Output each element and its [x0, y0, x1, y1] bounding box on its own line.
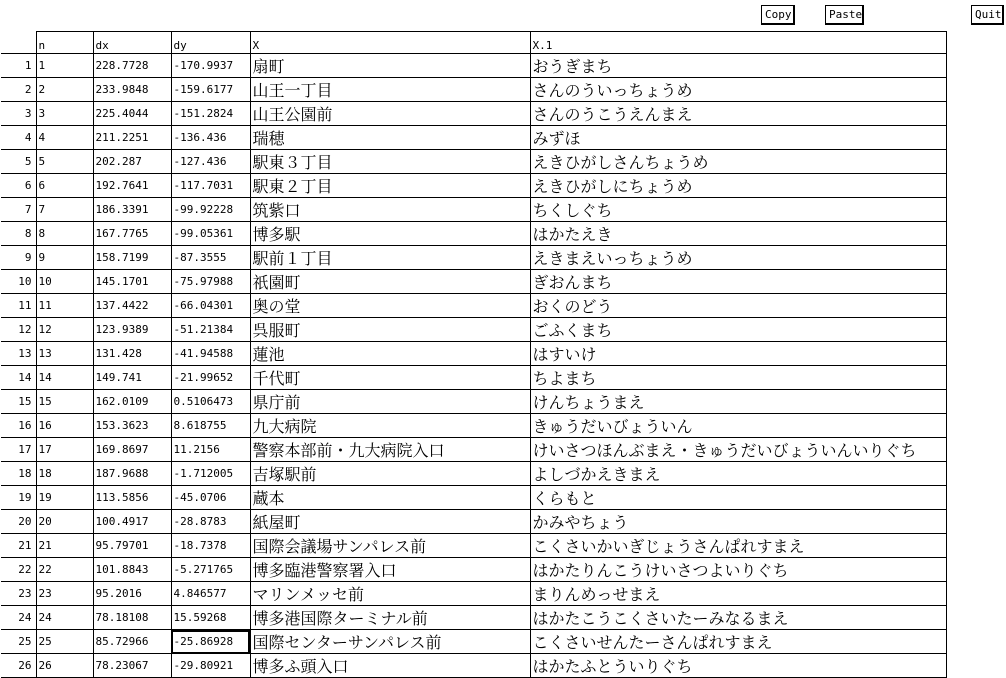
- cell-n[interactable]: 21: [36, 534, 93, 558]
- cell-x1[interactable]: はかたふとういりぐち: [530, 654, 946, 678]
- cell-x[interactable]: 国際センターサンパレス前: [250, 630, 530, 654]
- cell-dy[interactable]: -159.6177: [171, 78, 250, 102]
- cell-dx[interactable]: 233.9848: [93, 78, 171, 102]
- cell-x[interactable]: マリンメッセ前: [250, 582, 530, 606]
- cell-dx[interactable]: 202.287: [93, 150, 171, 174]
- cell-x1[interactable]: まりんめっせまえ: [530, 582, 946, 606]
- data-grid: [1, 31, 947, 678]
- cell-dy[interactable]: -136.436: [171, 126, 250, 150]
- cell-x1[interactable]: けいさつほんぶまえ・きゅうだいびょういんいりぐち: [530, 438, 946, 462]
- row-number[interactable]: 14: [1, 366, 36, 390]
- cell-n[interactable]: 13: [36, 342, 93, 366]
- table-row: [1, 78, 946, 102]
- cell-dx[interactable]: 162.0109: [93, 390, 171, 414]
- cell-x[interactable]: 祇園町: [250, 270, 530, 294]
- cell-n[interactable]: 6: [36, 174, 93, 198]
- cell-x[interactable]: 駅前１丁目: [250, 246, 530, 270]
- cell-dx[interactable]: 131.428: [93, 342, 171, 366]
- cell-x[interactable]: 国際会議場サンパレス前: [250, 534, 530, 558]
- table-row: [1, 654, 946, 678]
- row-number[interactable]: 12: [1, 318, 36, 342]
- cell-dx[interactable]: 225.4044: [93, 102, 171, 126]
- cell-dx[interactable]: 78.18108: [93, 606, 171, 630]
- cell-n[interactable]: 16: [36, 414, 93, 438]
- cell-x1[interactable]: ちくしぐち: [530, 198, 946, 222]
- row-number[interactable]: 22: [1, 558, 36, 582]
- cell-dx[interactable]: 149.741: [93, 366, 171, 390]
- column-header-dy[interactable]: dy: [171, 32, 250, 54]
- cell-dy[interactable]: 4.846577: [171, 582, 250, 606]
- cell-dx[interactable]: 95.79701: [93, 534, 171, 558]
- row-number[interactable]: 9: [1, 246, 36, 270]
- column-header-n[interactable]: n: [36, 32, 93, 54]
- cell-dy[interactable]: 0.5106473: [171, 390, 250, 414]
- cell-x[interactable]: 博多港国際ターミナル前: [250, 606, 530, 630]
- cell-dy[interactable]: -21.99652: [171, 366, 250, 390]
- row-number[interactable]: 26: [1, 654, 36, 678]
- cell-dx[interactable]: 101.8843: [93, 558, 171, 582]
- row-number[interactable]: 19: [1, 486, 36, 510]
- cell-x1[interactable]: こくさいせんたーさんぱれすまえ: [530, 630, 946, 654]
- row-number[interactable]: 17: [1, 438, 36, 462]
- cell-dy[interactable]: -18.7378: [171, 534, 250, 558]
- cell-n[interactable]: 3: [36, 102, 93, 126]
- cell-n[interactable]: 26: [36, 654, 93, 678]
- table-row: [1, 534, 946, 558]
- cell-n[interactable]: 8: [36, 222, 93, 246]
- table-row: [1, 150, 946, 174]
- cell-dy[interactable]: -170.9937: [171, 54, 250, 78]
- table-row: [1, 222, 946, 246]
- table-row: [1, 486, 946, 510]
- row-number[interactable]: 8: [1, 222, 36, 246]
- cell-dy[interactable]: -66.04301: [171, 294, 250, 318]
- cell-dx[interactable]: 85.72966: [93, 630, 171, 654]
- column-header-x[interactable]: X: [250, 32, 530, 54]
- row-number[interactable]: 18: [1, 462, 36, 486]
- cell-dy[interactable]: -117.7031: [171, 174, 250, 198]
- cell-x1[interactable]: さんのうこうえんまえ: [530, 102, 946, 126]
- cell-x1[interactable]: よしづかえきまえ: [530, 462, 946, 486]
- cell-n[interactable]: 10: [36, 270, 93, 294]
- row-number[interactable]: 6: [1, 174, 36, 198]
- cell-n[interactable]: 4: [36, 126, 93, 150]
- cell-x[interactable]: 呉服町: [250, 318, 530, 342]
- cell-x[interactable]: 扇町: [250, 54, 530, 78]
- cell-x1[interactable]: かみやちょう: [530, 510, 946, 534]
- cell-n[interactable]: 5: [36, 150, 93, 174]
- row-number[interactable]: 4: [1, 126, 36, 150]
- paste-button[interactable]: Paste: [825, 5, 864, 25]
- cell-x[interactable]: 吉塚駅前: [250, 462, 530, 486]
- cell-dx[interactable]: 169.8697: [93, 438, 171, 462]
- cell-x[interactable]: 九大病院: [250, 414, 530, 438]
- cell-dx[interactable]: 153.3623: [93, 414, 171, 438]
- cell-n[interactable]: 22: [36, 558, 93, 582]
- cell-x[interactable]: 山王公園前: [250, 102, 530, 126]
- cell-dx[interactable]: 186.3391: [93, 198, 171, 222]
- cell-dy[interactable]: -45.0706: [171, 486, 250, 510]
- cell-x[interactable]: 蔵本: [250, 486, 530, 510]
- row-number[interactable]: 11: [1, 294, 36, 318]
- cell-n[interactable]: 9: [36, 246, 93, 270]
- column-header-x1[interactable]: X.1: [530, 32, 946, 54]
- cell-x1[interactable]: けんちょうまえ: [530, 390, 946, 414]
- cell-dx[interactable]: 211.2251: [93, 126, 171, 150]
- cell-n[interactable]: 23: [36, 582, 93, 606]
- cell-dx[interactable]: 95.2016: [93, 582, 171, 606]
- cell-n[interactable]: 12: [36, 318, 93, 342]
- row-number[interactable]: 1: [1, 54, 36, 78]
- row-number[interactable]: 13: [1, 342, 36, 366]
- table-row: [1, 438, 946, 462]
- cell-x1[interactable]: ぎおんまち: [530, 270, 946, 294]
- copy-button[interactable]: Copy: [761, 5, 795, 25]
- cell-dy[interactable]: 11.2156: [171, 438, 250, 462]
- cell-x[interactable]: 千代町: [250, 366, 530, 390]
- table-row: [1, 630, 946, 654]
- cell-dy[interactable]: -51.21384: [171, 318, 250, 342]
- cell-x1[interactable]: きゅうだいびょういん: [530, 414, 946, 438]
- cell-x[interactable]: 蓮池: [250, 342, 530, 366]
- table-row: [1, 54, 946, 78]
- cell-dx[interactable]: 123.9389: [93, 318, 171, 342]
- table-row: [1, 246, 946, 270]
- cell-n[interactable]: 24: [36, 606, 93, 630]
- cell-x1[interactable]: みずほ: [530, 126, 946, 150]
- table-row: [1, 414, 946, 438]
- cell-x1[interactable]: えきひがしさんちょうめ: [530, 150, 946, 174]
- cell-dx[interactable]: 113.5856: [93, 486, 171, 510]
- cell-x[interactable]: 筑紫口: [250, 198, 530, 222]
- cell-n[interactable]: 18: [36, 462, 93, 486]
- quit-button[interactable]: Quit: [971, 5, 1004, 25]
- cell-x1[interactable]: えきひがしにちょうめ: [530, 174, 946, 198]
- header-corner: [1, 32, 36, 54]
- cell-x[interactable]: 瑞穂: [250, 126, 530, 150]
- row-number[interactable]: 3: [1, 102, 36, 126]
- table-row: [1, 126, 946, 150]
- cell-dy[interactable]: -87.3555: [171, 246, 250, 270]
- cell-x1[interactable]: おうぎまち: [530, 54, 946, 78]
- cell-n[interactable]: 7: [36, 198, 93, 222]
- cell-dy[interactable]: -28.8783: [171, 510, 250, 534]
- cell-dx[interactable]: 167.7765: [93, 222, 171, 246]
- cell-n[interactable]: 17: [36, 438, 93, 462]
- table-row: [1, 318, 946, 342]
- table-row: [1, 366, 946, 390]
- cell-n[interactable]: 14: [36, 366, 93, 390]
- cell-dx[interactable]: 145.1701: [93, 270, 171, 294]
- cell-x[interactable]: 紙屋町: [250, 510, 530, 534]
- cell-dx[interactable]: 137.4422: [93, 294, 171, 318]
- cell-dx[interactable]: 192.7641: [93, 174, 171, 198]
- cell-x1[interactable]: はかたえき: [530, 222, 946, 246]
- cell-dy[interactable]: -1.712005: [171, 462, 250, 486]
- cell-dy[interactable]: 15.59268: [171, 606, 250, 630]
- row-number[interactable]: 24: [1, 606, 36, 630]
- cell-n[interactable]: 11: [36, 294, 93, 318]
- cell-n[interactable]: 15: [36, 390, 93, 414]
- table-row: [1, 270, 946, 294]
- cell-n[interactable]: 2: [36, 78, 93, 102]
- cell-dx[interactable]: 78.23067: [93, 654, 171, 678]
- table-body: [1, 54, 946, 678]
- table-row: [1, 390, 946, 414]
- cell-x1[interactable]: はかたりんこうけいさつよいりぐち: [530, 558, 946, 582]
- table-row: [1, 342, 946, 366]
- cell-x1[interactable]: はかたこうこくさいたーみなるまえ: [530, 606, 946, 630]
- table-row: [1, 198, 946, 222]
- cell-x[interactable]: 県庁前: [250, 390, 530, 414]
- table-row: [1, 102, 946, 126]
- header-row: [1, 32, 946, 54]
- cell-x1[interactable]: はすいけ: [530, 342, 946, 366]
- row-number[interactable]: 15: [1, 390, 36, 414]
- cell-n[interactable]: 1: [36, 54, 93, 78]
- row-number[interactable]: 2: [1, 78, 36, 102]
- cell-dx[interactable]: 228.7728: [93, 54, 171, 78]
- table-row: [1, 510, 946, 534]
- cell-dy[interactable]: 8.618755: [171, 414, 250, 438]
- cell-dx[interactable]: 158.7199: [93, 246, 171, 270]
- column-header-dx[interactable]: dx: [93, 32, 171, 54]
- cell-dx[interactable]: 100.4917: [93, 510, 171, 534]
- cell-n[interactable]: 19: [36, 486, 93, 510]
- cell-n[interactable]: 20: [36, 510, 93, 534]
- table-row: [1, 174, 946, 198]
- cell-dy[interactable]: -99.05361: [171, 222, 250, 246]
- row-number[interactable]: 7: [1, 198, 36, 222]
- cell-dy[interactable]: -99.92228: [171, 198, 250, 222]
- cell-dy[interactable]: -25.86928: [171, 630, 250, 654]
- cell-x1[interactable]: くらもと: [530, 486, 946, 510]
- cell-dx[interactable]: 187.9688: [93, 462, 171, 486]
- cell-x1[interactable]: さんのういっちょうめ: [530, 78, 946, 102]
- cell-x1[interactable]: ちよまち: [530, 366, 946, 390]
- cell-x[interactable]: 駅東２丁目: [250, 174, 530, 198]
- row-number[interactable]: 21: [1, 534, 36, 558]
- cell-x1[interactable]: おくのどう: [530, 294, 946, 318]
- table-row: [1, 582, 946, 606]
- cell-x[interactable]: 博多ふ頭入口: [250, 654, 530, 678]
- cell-x[interactable]: 博多臨港警察署入口: [250, 558, 530, 582]
- cell-dy[interactable]: -41.94588: [171, 342, 250, 366]
- cell-x[interactable]: 駅東３丁目: [250, 150, 530, 174]
- row-number[interactable]: 25: [1, 630, 36, 654]
- cell-dy[interactable]: -151.2824: [171, 102, 250, 126]
- cell-x1[interactable]: こくさいかいぎじょうさんぱれすまえ: [530, 534, 946, 558]
- cell-dy[interactable]: -29.80921: [171, 654, 250, 678]
- table-row: [1, 462, 946, 486]
- cell-n[interactable]: 25: [36, 630, 93, 654]
- cell-x[interactable]: 山王一丁目: [250, 78, 530, 102]
- row-number[interactable]: 5: [1, 150, 36, 174]
- row-number[interactable]: 23: [1, 582, 36, 606]
- row-number[interactable]: 20: [1, 510, 36, 534]
- table-row: [1, 558, 946, 582]
- cell-dy[interactable]: -75.97988: [171, 270, 250, 294]
- table-row: [1, 294, 946, 318]
- row-number[interactable]: 10: [1, 270, 36, 294]
- cell-dy[interactable]: -5.271765: [171, 558, 250, 582]
- row-number[interactable]: 16: [1, 414, 36, 438]
- cell-x[interactable]: 警察本部前・九大病院入口: [250, 438, 530, 462]
- table-row: [1, 606, 946, 630]
- cell-x[interactable]: 博多駅: [250, 222, 530, 246]
- cell-x1[interactable]: えきまえいっちょうめ: [530, 246, 946, 270]
- cell-dy[interactable]: -127.436: [171, 150, 250, 174]
- cell-x[interactable]: 奥の堂: [250, 294, 530, 318]
- cell-x1[interactable]: ごふくまち: [530, 318, 946, 342]
